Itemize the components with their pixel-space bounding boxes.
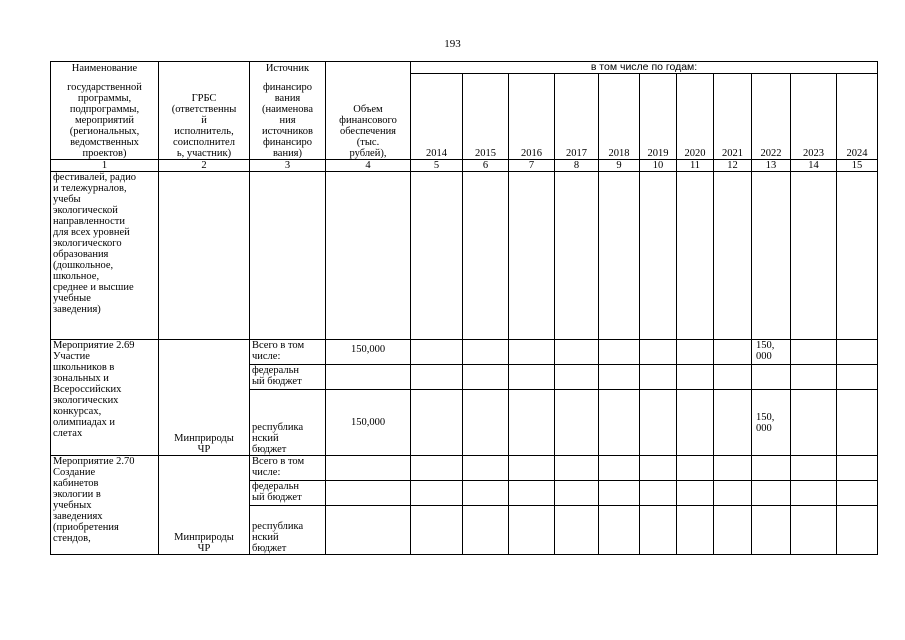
column-number-row xyxy=(51,160,878,172)
header-volume-line: Объем xyxy=(353,104,383,115)
empty-cell xyxy=(411,340,463,365)
year-2022-value-cell xyxy=(752,340,791,365)
grbs-line: ЧР xyxy=(197,543,211,554)
measure-name-line: стендов, xyxy=(53,533,91,544)
column-number: 3 xyxy=(250,160,326,172)
empty-cell xyxy=(250,172,326,340)
empty-cell xyxy=(714,172,752,340)
source-line: Всего в том xyxy=(252,340,305,351)
source-cell xyxy=(250,340,326,365)
empty-cell xyxy=(640,390,677,456)
year-header: 2023 xyxy=(791,74,837,160)
measure-name-line: Всероссийских xyxy=(53,384,122,395)
measure-name-line: Мероприятие 2.70 xyxy=(53,456,135,467)
empty-cell xyxy=(599,481,640,506)
header-volume-line: финансового xyxy=(339,115,397,126)
empty-cell xyxy=(677,390,714,456)
continuation-line: школьное, xyxy=(53,271,100,282)
empty-cell xyxy=(677,365,714,390)
empty-cell xyxy=(837,172,878,340)
header-grbs-cell xyxy=(159,74,250,160)
year-header: 2024 xyxy=(837,74,878,160)
measure-name-line: кабинетов xyxy=(53,478,99,489)
header-volume-line: рублей), xyxy=(349,148,387,159)
column-number: 14 xyxy=(791,160,837,172)
header-name-line: подпрограммы, xyxy=(69,104,140,115)
empty-cell xyxy=(752,172,791,340)
column-number: 12 xyxy=(714,160,752,172)
year-header: 2017 xyxy=(555,74,599,160)
empty-cell xyxy=(463,365,509,390)
source-cell xyxy=(250,456,326,481)
header-name-line: ведомственных xyxy=(70,137,139,148)
column-number: 13 xyxy=(752,160,791,172)
empty-cell xyxy=(326,172,411,340)
volume-cell: 150,000 xyxy=(326,390,411,456)
continuation-row xyxy=(51,172,878,340)
source-line: федеральн xyxy=(252,365,299,376)
continuation-line: экологической xyxy=(53,205,118,216)
source-line: нский xyxy=(252,433,279,444)
measure-name-line: Мероприятие 2.69 xyxy=(53,340,135,351)
measure-name-line: Создание xyxy=(53,467,96,478)
header-row-top xyxy=(51,62,878,74)
measure-2-69-grbs-cell xyxy=(159,340,250,456)
measure-name-line: конкурсах, xyxy=(53,406,102,417)
header-volume-line: обеспечения xyxy=(339,126,397,137)
header-source-line: ния xyxy=(279,115,296,126)
measure-name-line: экологических xyxy=(53,395,119,406)
empty-cell xyxy=(463,340,509,365)
measure-2-69-total-row xyxy=(51,340,878,365)
empty-cell xyxy=(640,481,677,506)
header-grbs-line: исполнитель, xyxy=(174,126,234,137)
measure-name-line: заведениях xyxy=(53,511,103,522)
empty-cell xyxy=(714,365,752,390)
column-number: 5 xyxy=(411,160,463,172)
header-name-line: программы, xyxy=(77,93,132,104)
empty-cell xyxy=(555,456,599,481)
empty-cell xyxy=(677,506,714,555)
empty-cell xyxy=(677,456,714,481)
empty-cell xyxy=(463,456,509,481)
header-grbs-line: ь, участник) xyxy=(176,148,232,159)
header-source-line: вания) xyxy=(272,148,303,159)
header-source-rest xyxy=(250,74,326,160)
empty-cell xyxy=(463,390,509,456)
year-header: 2021 xyxy=(714,74,752,160)
measure-2-70-grbs-cell xyxy=(159,456,250,555)
empty-cell xyxy=(555,365,599,390)
empty-cell xyxy=(677,172,714,340)
empty-cell xyxy=(599,365,640,390)
empty-cell xyxy=(555,340,599,365)
measure-name-line: Участие xyxy=(53,351,90,362)
empty-cell xyxy=(752,506,791,555)
header-source-cell xyxy=(250,62,326,74)
year-value-line: 000 xyxy=(756,351,772,362)
empty-cell xyxy=(791,340,837,365)
column-number: 9 xyxy=(599,160,640,172)
empty-cell xyxy=(791,390,837,456)
empty-cell xyxy=(752,365,791,390)
header-name-line: Наименование xyxy=(71,62,138,74)
header-grbs-line: (ответственны xyxy=(171,104,237,115)
year-2022-value-cell xyxy=(752,390,791,456)
continuation-line: и тележурналов, xyxy=(53,183,127,194)
header-name-cell xyxy=(51,62,159,74)
empty-cell xyxy=(555,172,599,340)
year-header: 2018 xyxy=(599,74,640,160)
measure-name-line: (приобретения xyxy=(53,522,119,533)
empty-cell xyxy=(599,340,640,365)
empty-cell xyxy=(837,481,878,506)
source-cell xyxy=(250,390,326,456)
empty-cell xyxy=(509,481,555,506)
continuation-name-cell xyxy=(51,172,159,340)
empty-cell xyxy=(411,506,463,555)
continuation-line: заведения) xyxy=(53,304,101,315)
empty-cell xyxy=(640,340,677,365)
empty-cell xyxy=(714,390,752,456)
empty-cell xyxy=(411,456,463,481)
empty-cell xyxy=(837,506,878,555)
empty-cell xyxy=(509,172,555,340)
continuation-line: учебы xyxy=(53,194,81,205)
empty-cell xyxy=(837,340,878,365)
continuation-line: экологического xyxy=(53,238,122,249)
empty-cell xyxy=(791,506,837,555)
empty-cell xyxy=(714,481,752,506)
source-line: бюджет xyxy=(252,543,287,554)
year-header: 2014 xyxy=(411,74,463,160)
empty-cell xyxy=(599,172,640,340)
empty-cell xyxy=(791,481,837,506)
years-group-header: в том числе по годам: xyxy=(411,62,878,74)
empty-cell xyxy=(640,172,677,340)
empty-cell xyxy=(837,390,878,456)
measure-name-line: экологии в xyxy=(53,489,101,500)
empty-cell xyxy=(837,456,878,481)
empty-cell xyxy=(463,481,509,506)
header-source-line: Источник xyxy=(265,62,310,74)
page-number: 193 xyxy=(444,38,461,50)
continuation-line: для всех уровней xyxy=(53,227,130,238)
measure-2-70-total-row xyxy=(51,456,878,481)
header-source-line: источников xyxy=(261,126,313,137)
column-number: 1 xyxy=(51,160,159,172)
measure-name-line: зональных и xyxy=(53,373,109,384)
continuation-line: (дошкольное, xyxy=(53,260,114,271)
year-value-line: 150, xyxy=(756,411,775,423)
header-volume-cell xyxy=(326,74,411,160)
source-cell xyxy=(250,365,326,390)
header-name-line: проектов) xyxy=(82,148,127,159)
empty-cell xyxy=(411,390,463,456)
source-line: республика xyxy=(252,422,304,433)
empty-cell xyxy=(411,172,463,340)
empty-cell xyxy=(326,456,411,481)
source-cell xyxy=(250,481,326,506)
column-number: 11 xyxy=(677,160,714,172)
year-value-line: 000 xyxy=(756,422,772,434)
empty-cell xyxy=(509,340,555,365)
header-grbs-top xyxy=(159,62,250,74)
grbs-line: ЧР xyxy=(197,444,211,455)
empty-cell xyxy=(326,481,411,506)
continuation-line: образования xyxy=(53,249,109,260)
empty-cell xyxy=(555,481,599,506)
measure-name-line: слетах xyxy=(53,428,83,439)
header-grbs-line: ГРБС xyxy=(191,93,217,104)
header-name-line: (региональных, xyxy=(69,126,140,137)
empty-cell xyxy=(714,456,752,481)
empty-cell xyxy=(509,506,555,555)
year-value-line: 150, xyxy=(756,340,775,351)
source-cell xyxy=(250,506,326,555)
volume-cell: 150,000 xyxy=(326,340,411,365)
empty-cell xyxy=(411,481,463,506)
column-number: 10 xyxy=(640,160,677,172)
empty-cell xyxy=(791,172,837,340)
year-header: 2016 xyxy=(509,74,555,160)
column-number: 4 xyxy=(326,160,411,172)
empty-cell xyxy=(509,456,555,481)
empty-cell xyxy=(677,340,714,365)
header-name-line: государственной xyxy=(67,82,142,93)
source-line: нский xyxy=(252,532,279,543)
measure-2-70-name-cell xyxy=(51,456,159,555)
column-number: 2 xyxy=(159,160,250,172)
column-number: 7 xyxy=(509,160,555,172)
source-line: бюджет xyxy=(252,444,287,455)
empty-cell xyxy=(640,506,677,555)
empty-cell xyxy=(599,456,640,481)
empty-cell xyxy=(752,456,791,481)
header-source-line: вания xyxy=(274,93,301,104)
column-number: 6 xyxy=(463,160,509,172)
measure-name-line: олимпиадах и xyxy=(53,417,116,428)
empty-cell xyxy=(599,506,640,555)
header-name-rest xyxy=(51,74,159,160)
source-line: Всего в том xyxy=(252,456,305,467)
continuation-line: направленности xyxy=(53,216,126,227)
year-header: 2020 xyxy=(677,74,714,160)
grbs-line: Минприроды xyxy=(174,532,234,543)
empty-cell xyxy=(791,456,837,481)
header-grbs-line: й xyxy=(201,115,207,126)
column-number: 8 xyxy=(555,160,599,172)
empty-cell xyxy=(509,365,555,390)
empty-cell xyxy=(714,340,752,365)
empty-cell xyxy=(159,172,250,340)
header-source-line: финансиро xyxy=(262,82,313,93)
header-row-main xyxy=(51,74,878,160)
empty-cell xyxy=(640,365,677,390)
header-source-line: финансиро xyxy=(262,137,313,148)
financing-table xyxy=(50,61,878,555)
empty-cell xyxy=(555,390,599,456)
source-line: ый бюджет xyxy=(252,376,302,387)
source-line: республика xyxy=(252,521,304,532)
measure-name-line: учебных xyxy=(53,500,92,511)
volume-cell xyxy=(326,365,411,390)
empty-cell xyxy=(677,481,714,506)
year-header: 2022 xyxy=(752,74,791,160)
empty-cell xyxy=(509,390,555,456)
empty-cell xyxy=(599,390,640,456)
year-header: 2015 xyxy=(463,74,509,160)
grbs-line: Минприроды xyxy=(174,433,234,444)
header-source-line: (наименова xyxy=(261,104,314,115)
empty-cell xyxy=(752,481,791,506)
source-line: федеральн xyxy=(252,481,299,492)
source-line: числе: xyxy=(252,467,281,478)
empty-cell xyxy=(555,506,599,555)
measure-name-line: школьников в xyxy=(53,362,115,373)
header-grbs-line: соисполнител xyxy=(173,137,235,148)
source-line: числе: xyxy=(252,351,281,362)
year-header: 2019 xyxy=(640,74,677,160)
header-name-line: мероприятий xyxy=(75,115,134,126)
empty-cell xyxy=(791,365,837,390)
measure-2-69-name-cell xyxy=(51,340,159,456)
continuation-line: учебные xyxy=(53,293,91,304)
header-volume-top xyxy=(326,62,411,74)
continuation-line: фестивалей, радио xyxy=(53,172,137,183)
column-number: 15 xyxy=(837,160,878,172)
empty-cell xyxy=(326,506,411,555)
empty-cell xyxy=(837,365,878,390)
source-line: ый бюджет xyxy=(252,492,302,503)
header-volume-line: (тыс. xyxy=(356,137,380,148)
empty-cell xyxy=(463,172,509,340)
empty-cell xyxy=(411,365,463,390)
continuation-line: среднее и высшие xyxy=(53,282,134,293)
empty-cell xyxy=(640,456,677,481)
empty-cell xyxy=(714,506,752,555)
empty-cell xyxy=(463,506,509,555)
